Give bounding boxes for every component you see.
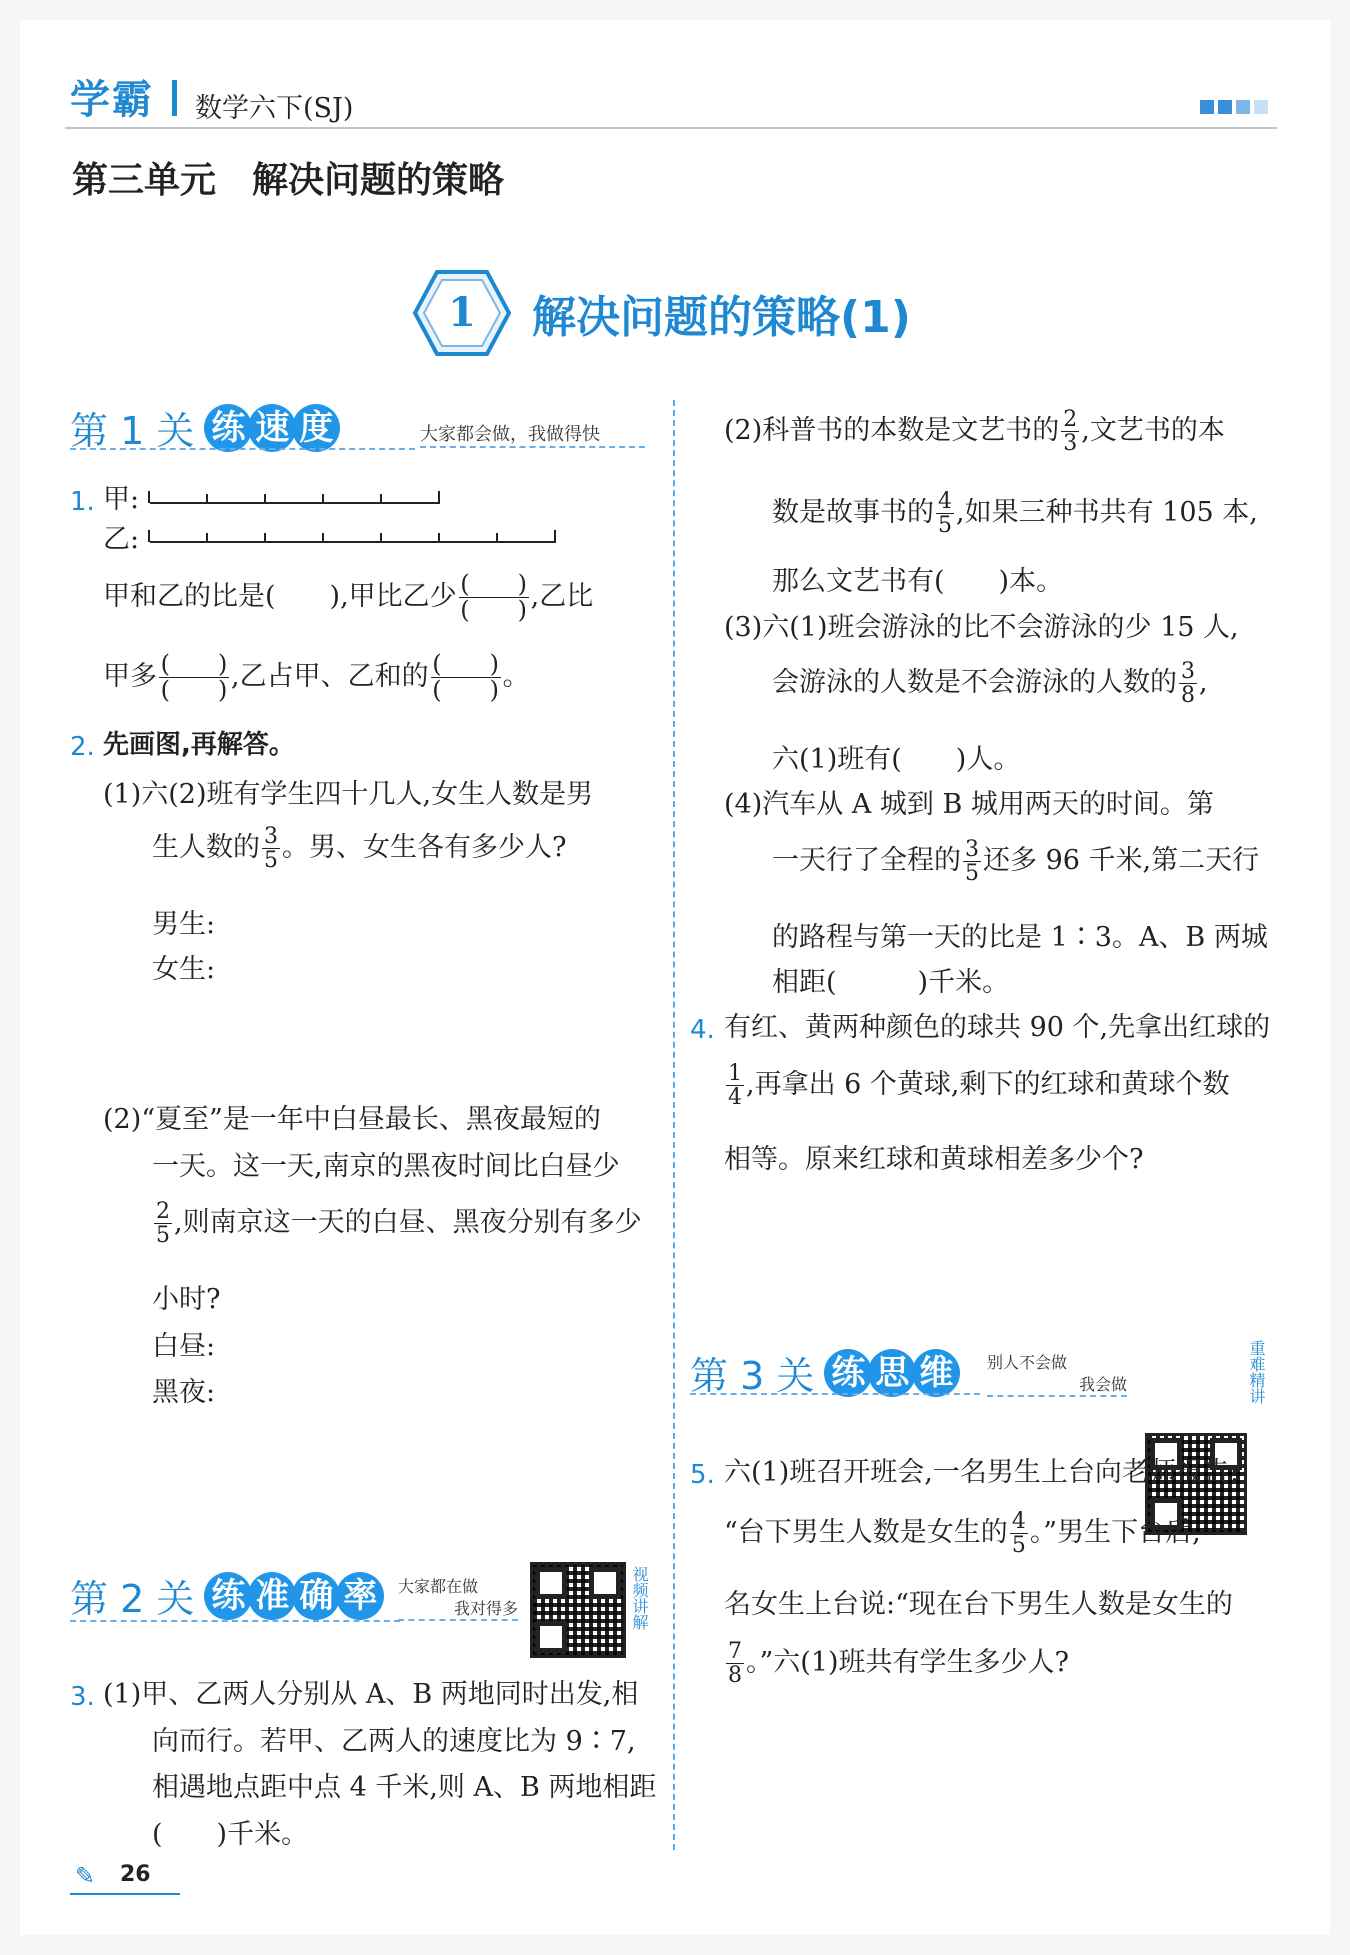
section-2-char: 确 <box>292 1572 340 1620</box>
section-1-slogan: 大家都会做，我做得快 <box>420 420 645 448</box>
q3-p3-line1: (3)六(1)班会游泳的比不会游泳的少 15 人, <box>724 612 1239 643</box>
q5-number: 5. <box>690 1460 715 1490</box>
header-rule <box>65 127 1277 129</box>
q1-line1: 甲和乙的比是( ),甲比乙少 $\frac{( )}{( )}$ ,乙比 <box>103 570 594 625</box>
q3-p1-line3: 相遇地点距中点 4 千米,则 A、B 两地相距 <box>152 1772 657 1803</box>
section-2-char: 练 <box>204 1572 252 1620</box>
q2-title: 先画图,再解答。 <box>103 730 295 760</box>
q3-p2-line2: 数是故事书的 $\frac{4}{5}$ ,如果三种书共有 105 本, <box>772 489 1258 539</box>
q2-night-label: 黑夜: <box>152 1377 216 1408</box>
q3-p4-line3: 的路程与第一天的比是 1∶3。A、B 两城 <box>772 922 1268 953</box>
section-2-char: 准 <box>248 1572 296 1620</box>
section-1-char: 度 <box>292 404 340 452</box>
section-1-tag: 第 1 关 <box>70 409 195 453</box>
section-1-underline <box>70 448 415 450</box>
q2-p2-line3: $\frac{2}{5}$ ,则南京这一天的白昼、黑夜分别有多少 <box>156 1199 642 1249</box>
lesson-number: 1 <box>448 289 476 336</box>
q5-line3: 名女生上台说:“现在台下男生人数是女生的 <box>724 1589 1233 1620</box>
q3-p2-line3: 那么文艺书有( )本。 <box>772 566 1064 597</box>
pencil-icon: ✎ <box>75 1862 96 1890</box>
q2-p1-line1: (1)六(2)班有学生四十几人,女生人数是男 <box>103 779 594 810</box>
key-points-label: 重难精讲 <box>1247 1340 1266 1404</box>
section-2-heading <box>70 1568 380 1623</box>
q3-p4-line1: (4)汽车从 A 城到 B 城用两天的时间。第 <box>724 789 1214 820</box>
q2-girl-label: 女生: <box>152 954 216 985</box>
lesson-title: 解决问题的策略(1) <box>532 292 911 343</box>
page-number-rule <box>70 1893 180 1895</box>
section-2-tag: 第 2 关 <box>70 1577 195 1621</box>
book-title: 数学六下(SJ) <box>195 93 354 124</box>
q2-boy-label: 男生: <box>152 909 216 940</box>
unit-title: 第三单元 解决问题的策略 <box>72 160 505 201</box>
q4-line2: $\frac{1}{4}$ ,再拿出 6 个黄球,剩下的红球和黄球个数 <box>728 1061 1230 1111</box>
q5-line2: “台下男生人数是女生的 $\frac{4}{5}$ 。”男生下台后,一 <box>724 1509 1228 1559</box>
section-2-char: 率 <box>336 1572 384 1620</box>
section-3-char: 维 <box>912 1349 960 1397</box>
section-2-underline <box>70 1620 400 1622</box>
video-explain-label: 视频讲解 <box>630 1566 649 1630</box>
header-squares <box>1200 100 1268 114</box>
section-3-slogan-1: 别人不会做 <box>987 1353 1068 1372</box>
section-1-char: 练 <box>204 404 252 452</box>
q1-jia-label: 甲: <box>103 484 140 515</box>
logo: 学霸 <box>70 77 154 123</box>
q3-p2-line1: (2)科普书的本数是文艺书的 $\frac{2}{3}$ ,文艺书的本 <box>724 407 1225 457</box>
q5-line1: 六(1)班召开班会,一名男生上台向老师报告: <box>724 1457 1239 1488</box>
q2-p2-line2: 一天。这一天,南京的黑夜时间比白昼少 <box>152 1151 620 1182</box>
q2-day-label: 白昼: <box>152 1331 216 1362</box>
section-2-slogan-1: 大家都在做 <box>398 1577 479 1596</box>
q1-yi-label: 乙: <box>103 524 140 555</box>
section-3-underline <box>690 1393 980 1395</box>
q3-p4-line4: 相距( )千米。 <box>772 967 1010 998</box>
q5-line4: $\frac{7}{8}$ 。”六(1)班共有学生多少人? <box>728 1639 1070 1689</box>
q4-number: 4. <box>690 1015 715 1045</box>
lesson-heading <box>412 268 911 358</box>
q4-line3: 相等。原来红球和黄球相差多少个? <box>724 1144 1144 1175</box>
q1-line2: 甲多 $\frac{( )}{( )}$ ,乙占甲、乙和的 $\frac{( )}{( )}$ 。 <box>103 650 530 705</box>
section-3-char: 练 <box>824 1349 872 1397</box>
q1-number: 1. <box>70 487 95 517</box>
column-divider <box>673 400 675 1850</box>
q2-p1-line2: 生人数的 $\frac{3}{5}$ 。男、女生各有多少人? <box>152 824 567 874</box>
qr-code-video[interactable] <box>530 1562 626 1658</box>
section-3-slogan-2: 我会做 <box>987 1372 1127 1397</box>
hexagon-icon <box>412 268 512 358</box>
q3-p1-line2: 向而行。若甲、乙两人的速度比为 9∶7, <box>152 1726 636 1757</box>
section-3-char: 思 <box>868 1349 916 1397</box>
section-1-char: 速 <box>248 404 296 452</box>
q3-number: 3. <box>70 1682 95 1712</box>
page-number: 26 <box>120 1862 151 1887</box>
q2-p2-line1: (2)“夏至”是一年中白昼最长、黑夜最短的 <box>103 1104 601 1135</box>
q4-line1: 有红、黄两种颜色的球共 90 个,先拿出红球的 <box>724 1012 1271 1043</box>
q2-p2-line4: 小时? <box>152 1284 221 1315</box>
logo-divider <box>172 80 177 116</box>
q3-p3-line2: 会游泳的人数是不会游泳的人数的 $\frac{3}{8}$ , <box>772 659 1208 709</box>
q3-p4-line2: 一天行了全程的 $\frac{3}{5}$ 还多 96 千米,第二天行 <box>772 837 1260 887</box>
section-2-slogan-2: 我对得多 <box>398 1596 518 1621</box>
q3-p1-line4: ( )千米。 <box>152 1819 309 1850</box>
section-3-heading <box>690 1345 956 1400</box>
q3-p1-line1: (1)甲、乙两人分别从 A、B 两地同时出发,相 <box>103 1679 639 1710</box>
q3-p3-line3: 六(1)班有( )人。 <box>772 744 1021 775</box>
section-3-tag: 第 3 关 <box>690 1354 815 1398</box>
section-1-heading <box>70 400 336 455</box>
q2-number: 2. <box>70 732 95 762</box>
